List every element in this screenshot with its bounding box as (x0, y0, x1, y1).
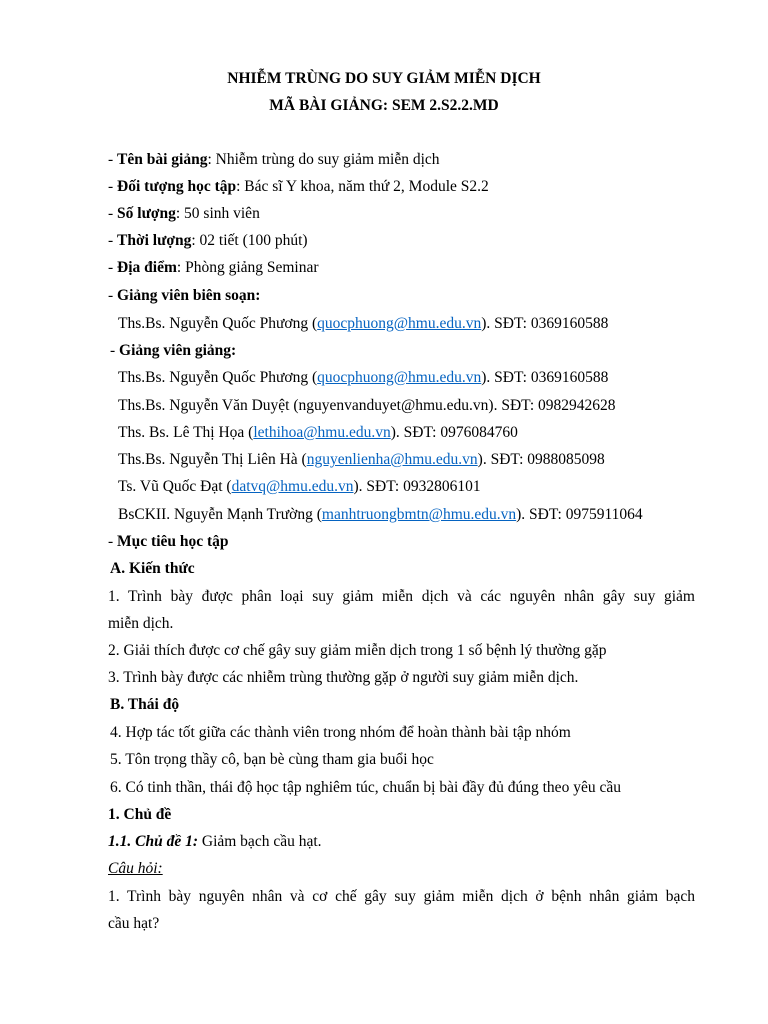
objective-item: 2. Giải thích được cơ chế gây suy giảm miễn dịch trong 1 số bệnh lý thường gặp (108, 642, 607, 659)
lecturer-entry: BsCKII. Nguyễn Mạnh Trường (manhtruongbmtn@hmu.edu.vn). SĐT: 0975911064 (118, 506, 643, 523)
lecturer-entry: Ths.Bs. Nguyễn Thị Liên Hà (nguyenlienha@hmu.edu.vn). SĐT: 0988085098 (118, 451, 605, 468)
info-count: - Số lượng: 50 sinh viên (108, 205, 260, 222)
info-value: : 02 tiết (100 phút) (191, 232, 308, 249)
info-lecture-name: - Tên bài giảng: Nhiễm trùng do suy giảm miễn dịch (108, 151, 440, 168)
objective-item: 3. Trình bày được các nhiễm trùng thường gặp ở người suy giảm miễn dịch. (108, 669, 579, 686)
info-label: Giảng viên biên soạn (117, 287, 256, 304)
objective-item: 1. Trình bày được phân loại suy giảm miễn dịch và các nguyên nhân gây suy giảm (108, 588, 695, 605)
lecturer-entry: Ths.Bs. Nguyễn Quốc Phương (quocphuong@hmu.edu.vn). SĐT: 0369160588 (118, 369, 609, 386)
question-label: Câu hỏi: (108, 860, 163, 877)
info-label: Đối tượng học tập (117, 178, 237, 195)
knowledge-heading: A. Kiến thức (110, 560, 195, 577)
lecturer-entry: Ths.Bs. Nguyễn Văn Duyệt (nguyenvanduyet@hmu.edu.vn). SĐT: 0982942628 (118, 397, 616, 414)
info-value: : Phòng giảng Seminar (176, 259, 319, 276)
info-value: : Nhiễm trùng do suy giảm miễn dịch (207, 151, 440, 168)
info-duration: - Thời lượng: 02 tiết (100 phút) (108, 232, 308, 249)
info-author-label: - Giảng viên biên soạn: (108, 287, 261, 304)
lecture-code: MÃ BÀI GIẢNG: SEM 2.S2.2.MD (269, 97, 499, 114)
lecturer-email-link[interactable]: manhtruongbmtn@hmu.edu.vn (321, 506, 517, 523)
objective-item: 4. Hợp tác tốt giữa các thành viên trong nhóm để hoàn thành bài tập nhóm (110, 724, 571, 741)
info-label: Số lượng (117, 205, 176, 222)
info-value: : 50 sinh viên (175, 205, 260, 222)
lecturer-email-link[interactable]: datvq@hmu.edu.vn (231, 478, 354, 495)
topic-heading: 1. Chủ đề (108, 806, 172, 823)
objective-item: 5. Tôn trọng thầy cô, bạn bè cùng tham gia buổi học (110, 751, 434, 768)
info-label: Tên bài giảng (117, 151, 208, 168)
objectives-label: - Mục tiêu học tập (108, 533, 229, 550)
objective-item: 6. Có tinh thần, thái độ học tập nghiêm túc, chuẩn bị bài đầy đủ đúng theo yêu cầu (110, 779, 621, 796)
info-location: - Địa điểm: Phòng giảng Seminar (108, 259, 319, 276)
question-item-cont: cầu hạt? (108, 915, 160, 932)
info-value: : (255, 287, 261, 304)
info-audience: - Đối tượng học tập: Bác sĩ Y khoa, năm thứ 2, Module S2.2 (108, 178, 489, 195)
info-value: : Bác sĩ Y khoa, năm thứ 2, Module S2.2 (236, 178, 489, 195)
author-email-link[interactable]: quocphuong@hmu.edu.vn (317, 315, 482, 332)
author-entry: Ths.Bs. Nguyễn Quốc Phương (quocphuong@hmu.edu.vn). SĐT: 0369160588 (118, 315, 609, 332)
document-title: NHIỄM TRÙNG DO SUY GIẢM MIỄN DỊCH (227, 70, 541, 87)
lecturer-email-link[interactable]: nguyenlienha@hmu.edu.vn (306, 451, 478, 468)
lecturer-entry: Ths. Bs. Lê Thị Họa (lethihoa@hmu.edu.vn). SĐT: 0976084760 (118, 424, 518, 441)
lecturer-email-link[interactable]: lethihoa@hmu.edu.vn (253, 424, 391, 441)
topic-1: 1.1. Chủ đề 1: Giảm bạch cầu hạt. (108, 833, 322, 850)
question-item: 1. Trình bày nguyên nhân và cơ chế gây suy giảm miễn dịch ở bệnh nhân giảm bạch (108, 888, 695, 905)
lecturers-label: - Giảng viên giảng: (110, 342, 237, 359)
lecturer-email-link[interactable]: quocphuong@hmu.edu.vn (317, 369, 482, 386)
info-label: Thời lượng (117, 232, 192, 249)
info-label: Địa điểm (117, 259, 177, 276)
attitude-heading: B. Thái độ (110, 696, 180, 713)
objective-item: miễn dịch. (108, 615, 174, 632)
lecturer-entry: Ts. Vũ Quốc Đạt (datvq@hmu.edu.vn). SĐT: 0932806101 (118, 478, 481, 495)
